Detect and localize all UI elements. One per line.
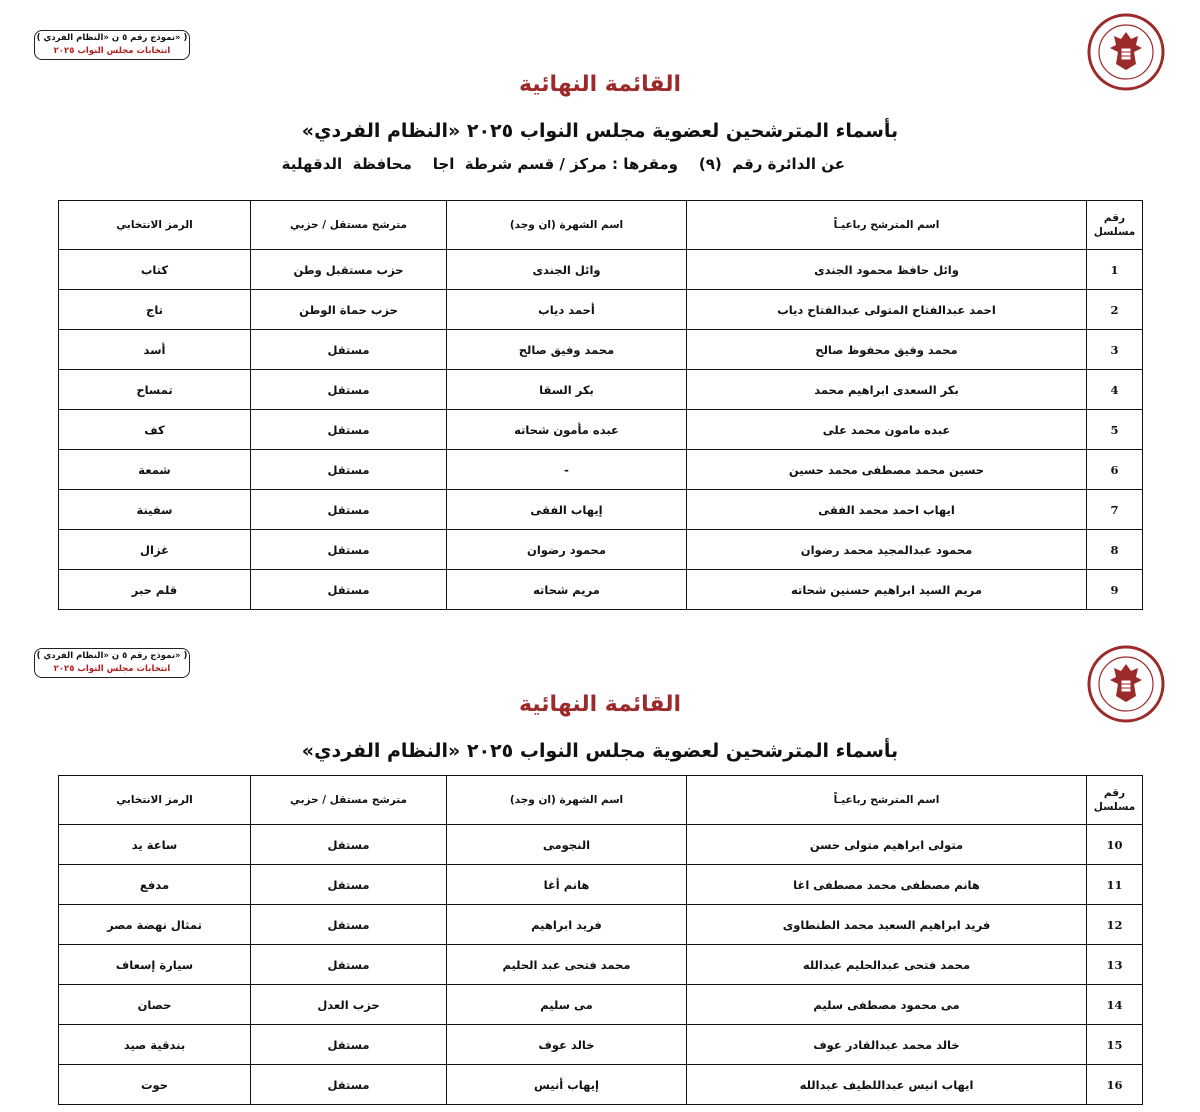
form-number-box (34, 30, 190, 60)
cell-type: مستقل (251, 905, 447, 945)
cell-symbol: كتاب (59, 250, 251, 290)
cell-type: مستقل (251, 530, 447, 570)
cell-nickname: مى سليم (447, 985, 687, 1025)
cell-nickname: النجومى (447, 825, 687, 865)
table-header-row (59, 201, 1143, 250)
table-row (59, 250, 1143, 290)
cell-serial: 12 (1087, 905, 1143, 945)
header-nickname: اسم الشهرة (ان وجد) (447, 776, 687, 825)
cell-name: ايهاب احمد محمد الفقى (687, 490, 1087, 530)
cell-nickname: بكر السقا (447, 370, 687, 410)
cell-symbol: ساعة يد (59, 825, 251, 865)
cell-nickname: إيهاب الفقى (447, 490, 687, 530)
final-list-title: القائمة النهائية (518, 692, 682, 717)
cell-serial: 1 (1087, 250, 1143, 290)
cell-serial: 5 (1087, 410, 1143, 450)
form-number-box (34, 648, 190, 678)
table-row (59, 1065, 1143, 1105)
cell-name: محمد وفيق محفوظ صالح (687, 330, 1087, 370)
cell-name: بكر السعدى ابراهيم محمد (687, 370, 1087, 410)
cell-nickname: عبده مأمون شحاته (447, 410, 687, 450)
cell-type: مستقل (251, 490, 447, 530)
cell-nickname: محمد وفيق صالح (447, 330, 687, 370)
final-list-title: القائمة النهائية (518, 72, 682, 97)
cell-name: مريم السيد ابراهيم حسنين شحاته (687, 570, 1087, 610)
cell-symbol: تمساح (59, 370, 251, 410)
candidates-table (58, 200, 1143, 610)
cell-symbol: أسد (59, 330, 251, 370)
cell-type: حزب العدل (251, 985, 447, 1025)
cell-name: ايهاب انيس عبداللطيف عبدالله (687, 1065, 1087, 1105)
cell-serial: 10 (1087, 825, 1143, 865)
cell-serial: 13 (1087, 945, 1143, 985)
cell-symbol: غزال (59, 530, 251, 570)
cell-serial: 11 (1087, 865, 1143, 905)
header-serial-number: رقم مسلسل (1087, 201, 1143, 250)
table-row (59, 945, 1143, 985)
cell-serial: 15 (1087, 1025, 1143, 1065)
cell-type: مستقل (251, 370, 447, 410)
list-subtitle: بأسماء المترشحين لعضوية مجلس النواب ٢٠٢٥ «النظام الفردي» (301, 120, 899, 142)
cell-type: حزب مستقبل وطن (251, 250, 447, 290)
cell-type: حزب حماة الوطن (251, 290, 447, 330)
cell-symbol: قلم حبر (59, 570, 251, 610)
cell-type: مستقل (251, 410, 447, 450)
header-serial-number: رقم مسلسل (1087, 776, 1143, 825)
cell-type: مستقل (251, 825, 447, 865)
table-row (59, 570, 1143, 610)
cell-nickname: - (447, 450, 687, 490)
cell-symbol: تمثال نهضة مصر (59, 905, 251, 945)
district-info: عن الدائرة رقم (٩) ومقرها : مركز / قسم شرطة اجا محافظة الدقهلية (281, 155, 845, 173)
cell-symbol: كف (59, 410, 251, 450)
cell-serial: 2 (1087, 290, 1143, 330)
cell-name: حسين محمد مصطفى محمد حسين (687, 450, 1087, 490)
table-row (59, 330, 1143, 370)
header-nickname: اسم الشهرة (ان وجد) (447, 201, 687, 250)
cell-nickname: وائل الجندى (447, 250, 687, 290)
cell-nickname: محمد فتحى عبد الحليم (447, 945, 687, 985)
cell-serial: 9 (1087, 570, 1143, 610)
cell-nickname: هانم أغا (447, 865, 687, 905)
cell-type: مستقل (251, 945, 447, 985)
cell-symbol: شمعة (59, 450, 251, 490)
table-row (59, 450, 1143, 490)
cell-nickname: محمود رضوان (447, 530, 687, 570)
cell-type: مستقل (251, 570, 447, 610)
header-candidate-type: مترشح مستقل / حزبي (251, 776, 447, 825)
cell-serial: 3 (1087, 330, 1143, 370)
cell-nickname: فريد ابراهيم (447, 905, 687, 945)
cell-symbol: سفينة (59, 490, 251, 530)
cell-symbol: تاج (59, 290, 251, 330)
header-candidate-type: مترشح مستقل / حزبي (251, 201, 447, 250)
table-row (59, 370, 1143, 410)
header-candidate-name: اسم المترشح رباعيـاً (687, 201, 1087, 250)
cell-name: احمد عبدالفتاح المتولى عبدالفتاح دياب (687, 290, 1087, 330)
cell-name: خالد محمد عبدالقادر عوف (687, 1025, 1087, 1065)
table-row (59, 290, 1143, 330)
header-electoral-symbol: الرمز الانتخابي (59, 201, 251, 250)
candidates-table (58, 775, 1143, 1105)
election-label: انتخابات مجلس النواب ٢٠٢٥ (53, 664, 171, 674)
cell-name: متولى ابراهيم متولى حسن (687, 825, 1087, 865)
cell-serial: 14 (1087, 985, 1143, 1025)
cell-type: مستقل (251, 330, 447, 370)
cell-serial: 16 (1087, 1065, 1143, 1105)
table-row (59, 1025, 1143, 1065)
table-row (59, 985, 1143, 1025)
table-row (59, 825, 1143, 865)
cell-type: مستقل (251, 865, 447, 905)
cell-name: محمود عبدالمجيد محمد رضوان (687, 530, 1087, 570)
cell-serial: 6 (1087, 450, 1143, 490)
cell-name: وائل حافظ محمود الجندى (687, 250, 1087, 290)
table-row (59, 490, 1143, 530)
cell-symbol: بندقية صيد (59, 1025, 251, 1065)
cell-name: عبده مامون محمد على (687, 410, 1087, 450)
cell-nickname: أحمد دياب (447, 290, 687, 330)
cell-symbol: حوت (59, 1065, 251, 1105)
table-header-row (59, 776, 1143, 825)
form-number-label: ( نموذج رقم ٥ ن «النظام الفردي» ) (36, 33, 188, 43)
cell-serial: 4 (1087, 370, 1143, 410)
header-candidate-name: اسم المترشح رباعيـاً (687, 776, 1087, 825)
cell-type: مستقل (251, 1065, 447, 1105)
election-label: انتخابات مجلس النواب ٢٠٢٥ (53, 46, 171, 56)
table-row (59, 530, 1143, 570)
table-row (59, 865, 1143, 905)
cell-symbol: مدفع (59, 865, 251, 905)
list-subtitle: بأسماء المترشحين لعضوية مجلس النواب ٢٠٢٥ «النظام الفردي» (301, 740, 899, 762)
cell-nickname: إيهاب أنيس (447, 1065, 687, 1105)
cell-nickname: خالد عوف (447, 1025, 687, 1065)
cell-type: مستقل (251, 1025, 447, 1065)
cell-serial: 8 (1087, 530, 1143, 570)
cell-symbol: سيارة إسعاف (59, 945, 251, 985)
table-row (59, 905, 1143, 945)
cell-nickname: مريم شحاته (447, 570, 687, 610)
cell-name: مى محمود مصطفى سليم (687, 985, 1087, 1025)
table-row (59, 410, 1143, 450)
cell-name: محمد فتحى عبدالحليم عبدالله (687, 945, 1087, 985)
cell-type: مستقل (251, 450, 447, 490)
header-electoral-symbol: الرمز الانتخابي (59, 776, 251, 825)
cell-symbol: حصان (59, 985, 251, 1025)
cell-serial: 7 (1087, 490, 1143, 530)
form-number-label: ( نموذج رقم ٥ ن «النظام الفردي» ) (36, 651, 188, 661)
cell-name: فريد ابراهيم السعيد محمد الطنطاوى (687, 905, 1087, 945)
cell-name: هانم مصطفى محمد مصطفى اغا (687, 865, 1087, 905)
